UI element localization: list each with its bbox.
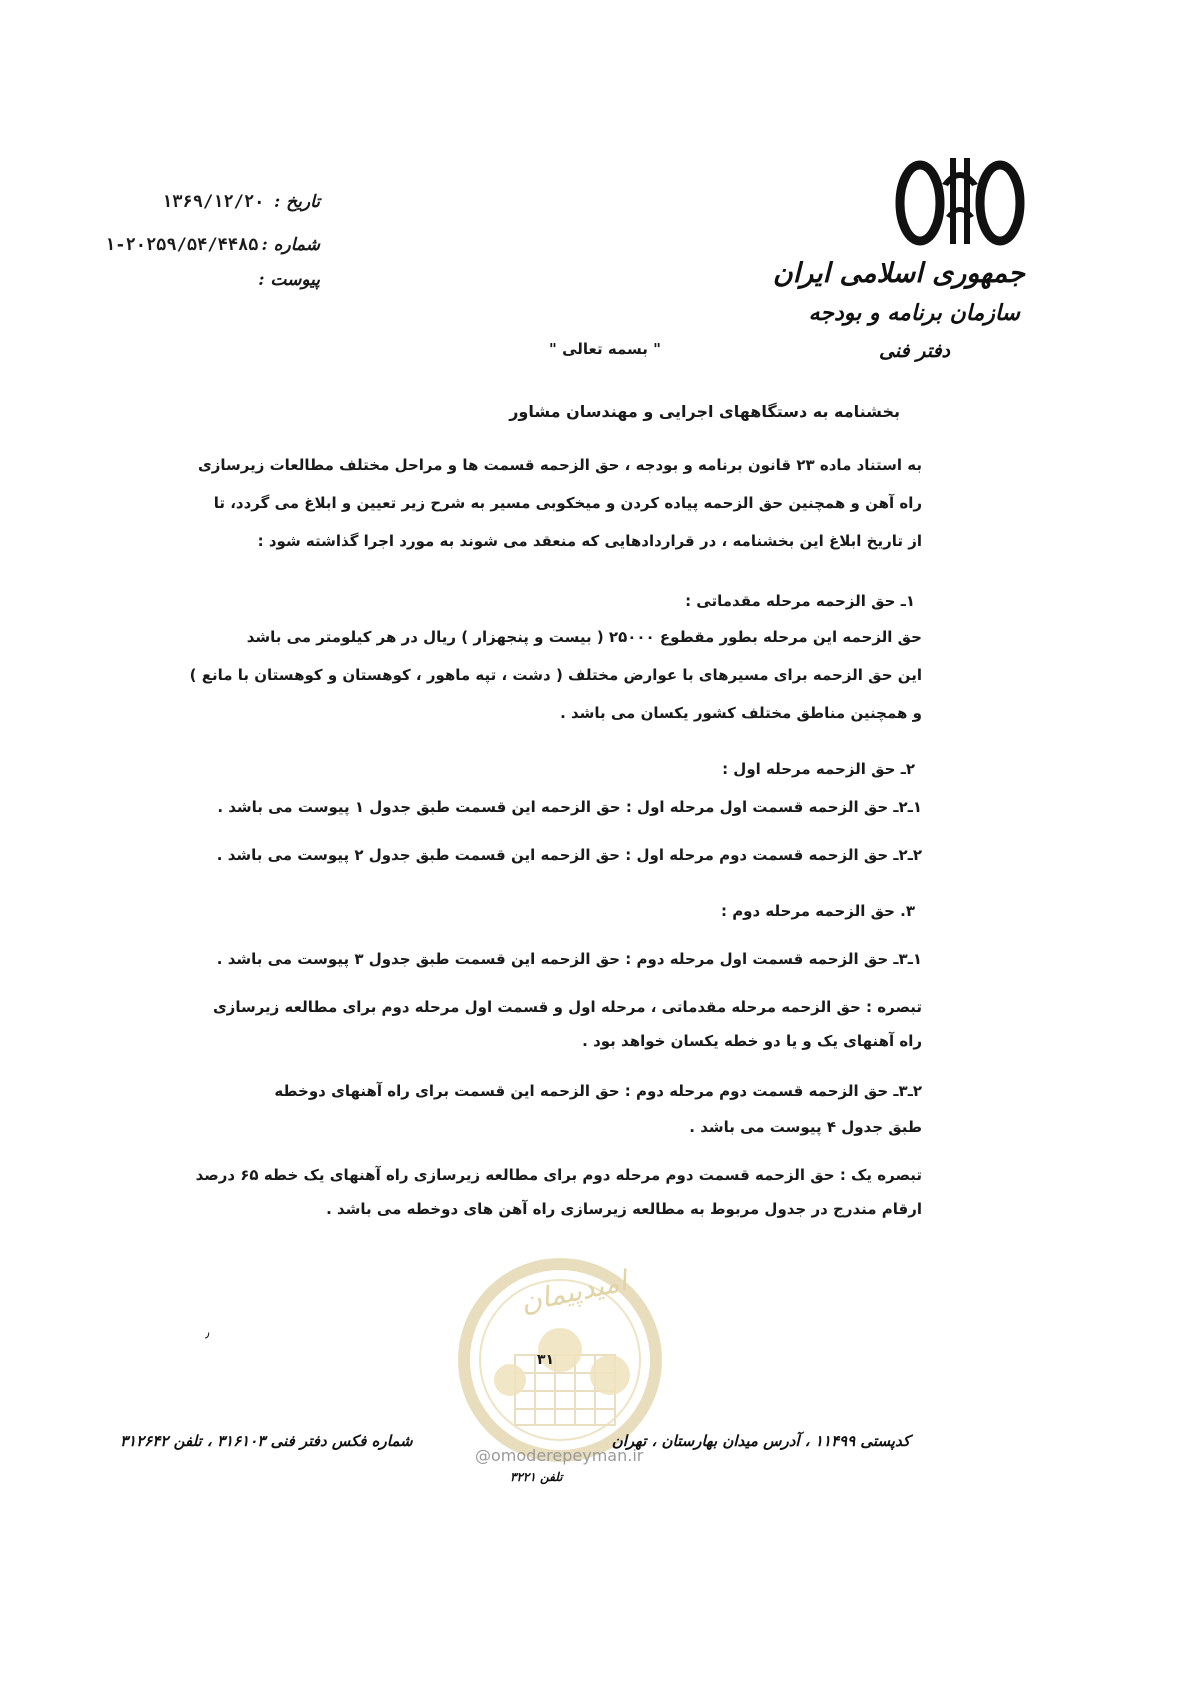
footer-fax: شماره فکس دفتر فنی ۳۱۶۱۰۳ ، تلفن ۳۱۲۶۴۲ — [120, 1432, 413, 1450]
attachment-label: پیوست : — [258, 270, 320, 290]
attachment-row — [150, 270, 320, 300]
section-text: و همچنین مناطق مختلف کشور یکسان می باشد . — [560, 704, 922, 722]
intro-line: راه آهن و همچنین حق الزحمه پیاده کردن و میخکوبی مسیر به شرح زیر تعیین و ابلاغ می گردد، تا — [213, 494, 922, 512]
office-name: دفتر فنی — [878, 340, 950, 362]
watermark-url: @omoderepeyman.ir — [475, 1446, 644, 1465]
section-text: حق الزحمه این مرحله بطور مقطوع ۲۵۰۰۰ ( بیست و پنجهزار ) ریال در هر کیلومتر می باشد — [246, 628, 922, 646]
section-item: ۲ـ۳ـ حق الزحمه قسمت دوم مرحله دوم : حق الزحمه این قسمت برای راه آهنهای دوخطه — [274, 1082, 922, 1100]
note-text: ارقام مندرج در جدول مربوط به مطالعه زیرسازی راه آهن های دوخطه می باشد . — [326, 1200, 922, 1218]
section-item: ۲ـ۲ـ حق الزحمه قسمت دوم مرحله اول : حق الزحمه این قسمت طبق جدول ۲ پیوست می باشد . — [216, 846, 922, 864]
number-label: شماره : — [261, 235, 320, 255]
salutation: " بسمه تعالی " — [549, 340, 661, 358]
date-row — [150, 192, 320, 222]
circular-title: بخشنامه به دستگاههای اجرایی و مهندسان مشاور — [509, 402, 900, 421]
note-text: تبصره : حق الزحمه مرحله مقدماتی ، مرحله اول و قسمت اول مرحله دوم برای مطالعه زیرسازی — [212, 998, 922, 1016]
date-label: تاریخ : — [273, 192, 320, 212]
government-name: جمهوری اسلامی ایران — [772, 258, 1025, 289]
seal-text: امیدپیمان — [517, 1264, 630, 1319]
note-text: راه آهنهای یک و یا دو خطه یکسان خواهد بود . — [582, 1032, 922, 1050]
footer-address: کدپستی ۱۱۴۹۹ ، آدرس میدان بهارستان ، تهران — [611, 1432, 910, 1450]
page-number: ۳۱ — [537, 1352, 555, 1368]
intro-line: از تاریخ ابلاغ این بخشنامه ، در قراردادهایی که منعقد می شوند به مورد اجرا گذاشته شود : — [257, 532, 922, 550]
section-item: طبق جدول ۴ پیوست می باشد . — [689, 1118, 922, 1136]
section-heading: ۳. حق الزحمه مرحله دوم : — [720, 902, 915, 920]
number-value: ۱-۲۰۲۵۹/۵۴/۴۴۸۵ — [105, 235, 259, 255]
number-row — [100, 235, 320, 265]
iran-emblem-icon — [880, 158, 1040, 248]
section-item: ۱ـ۲ـ حق الزحمه قسمت اول مرحله اول : حق الزحمه این قسمت طبق جدول ۱ پیوست می باشد . — [217, 798, 922, 816]
stray-mark: ٫ — [205, 1325, 210, 1341]
footer-phone: تلفن ۳۲۲۱ — [510, 1470, 563, 1484]
section-heading: ۱ـ حق الزحمه مرحله مقدماتی : — [685, 592, 915, 610]
note-text: تبصره یک : حق الزحمه قسمت دوم مرحله دوم برای مطالعه زیرسازی راه آهنهای یک خطه ۶۵ درصد — [195, 1166, 922, 1184]
intro-line: به استناد ماده ۲۳ قانون برنامه و بودجه ، حق الزحمه قسمت ها و مراحل مختلف مطالعات زیرسازی — [198, 456, 922, 474]
date-value: ۱۳۶۹/۱۲/۲۰ — [162, 192, 265, 212]
organization-name: سازمان برنامه و بودجه — [808, 300, 1020, 326]
section-heading: ۲ـ حق الزحمه مرحله اول : — [722, 760, 915, 778]
section-item: ۱ـ۳ـ حق الزحمه قسمت اول مرحله دوم : حق الزحمه این قسمت طبق جدول ۳ پیوست می باشد . — [216, 950, 922, 968]
section-text: این حق الزحمه برای مسیرهای با عوارض مختلف ( دشت ، تپه ماهور ، کوهستان و کوهستان با مانع ) — [189, 666, 922, 684]
